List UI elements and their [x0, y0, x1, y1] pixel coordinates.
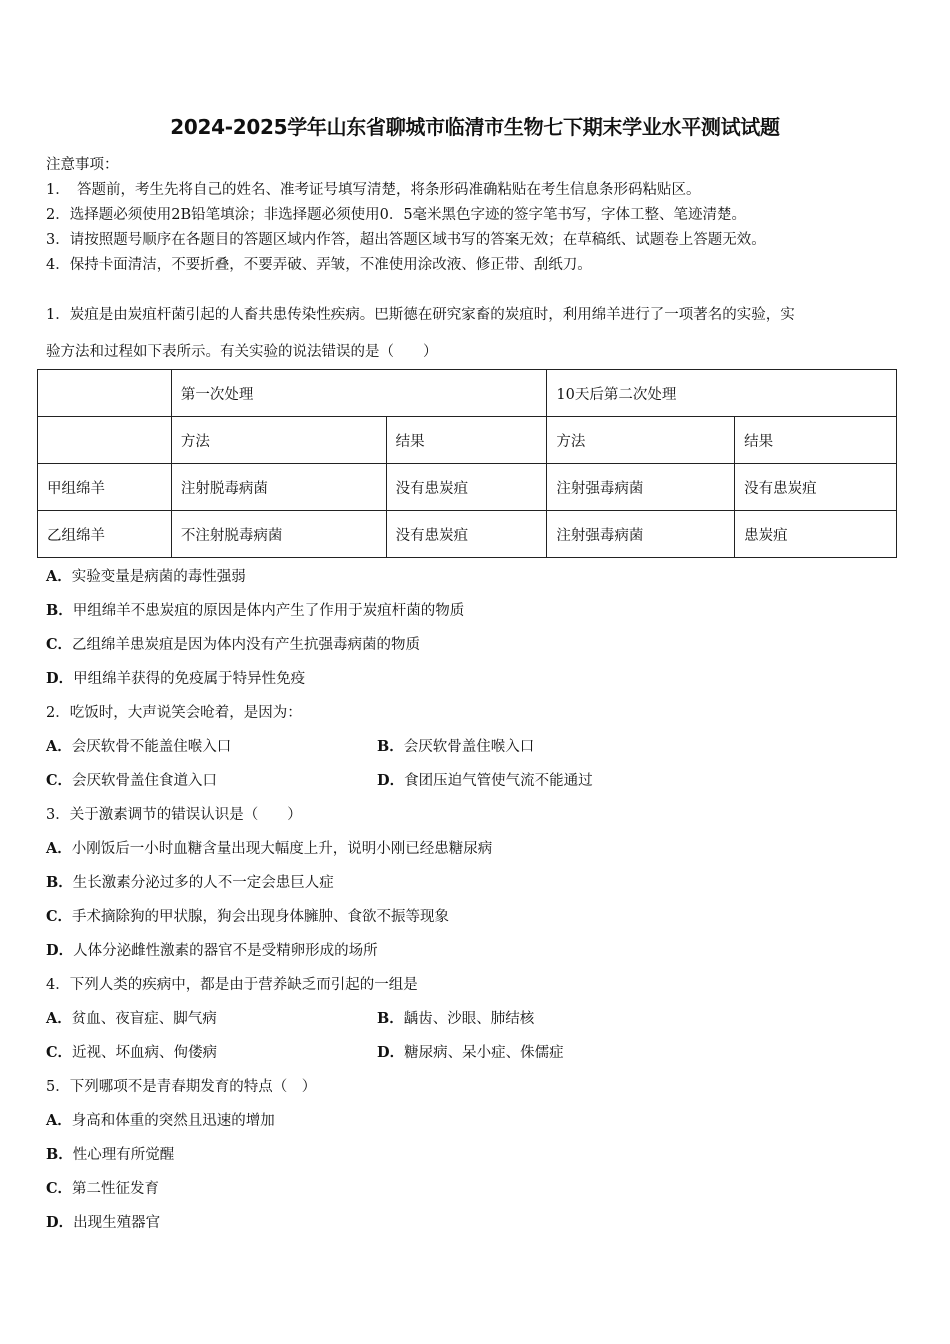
question-2-option-b: B．会厌软骨盖住喉入口 [377, 738, 535, 755]
question-2-option-c: C．会厌软骨盖住食道入口 [46, 772, 218, 789]
question-4-option-a: A．贫血、夜盲症、脚气病 [46, 1010, 217, 1027]
table-header-cell: 结果 [386, 417, 547, 464]
question-4-option-b: B．龋齿、沙眼、肺结核 [377, 1010, 535, 1027]
notice-item: 4．保持卡面清洁，不要折叠，不要弄破、弄皱，不准使用涂改液、修正带、刮纸刀。 [46, 257, 592, 273]
question-1-stem: 1．炭疽是由炭疽杆菌引起的人畜共患传染性疾病。巴斯德在研究家畜的炭疽时，利用绵羊进行了一项著名的实验，实 [46, 307, 795, 323]
question-1-option-d: D．甲组绵羊获得的免疫属于特异性免疫 [46, 670, 306, 687]
question-5-stem: 5．下列哪项不是青春期发育的特点（ ） [46, 1079, 317, 1095]
question-1-stem-cont: 验方法和过程如下表所示。有关实验的说法错误的是（ ） [46, 344, 438, 360]
table-header-cell: 方法 [171, 417, 386, 464]
notice-item: 3．请按照题号顺序在各题目的答题区域内作答，超出答题区域书写的答案无效；在草稿纸、试题卷上答题无效。 [46, 232, 766, 248]
question-3-option-c: C．手术摘除狗的甲状腺，狗会出现身体臃肿、食欲不振等现象 [46, 908, 450, 925]
question-5-option-c: C．第二性征发育 [46, 1180, 160, 1197]
question-3-stem: 3．关于激素调节的错误认识是（ ） [46, 807, 302, 823]
table-cell: 乙组绵羊 [38, 511, 172, 558]
experiment-table [37, 369, 897, 558]
table-row [38, 511, 897, 558]
table-cell: 甲组绵羊 [38, 464, 172, 511]
table-row [38, 464, 897, 511]
question-4-option-d: D．糖尿病、呆小症、侏儒症 [377, 1044, 564, 1061]
table-row [38, 370, 897, 417]
table-header-second-treatment: 10天后第二次处理 [547, 370, 897, 417]
notice-item: 1． 答题前，考生先将自己的姓名、准考证号填写清楚，将条形码准确粘贴在考生信息条形码粘贴区。 [46, 182, 701, 198]
question-4-stem: 4．下列人类的疾病中，都是由于营养缺乏而引起的一组是 [46, 977, 418, 993]
table-header-first-treatment: 第一次处理 [171, 370, 547, 417]
question-3-option-a: A．小刚饭后一小时血糖含量出现大幅度上升，说明小刚已经患糖尿病 [46, 840, 493, 857]
question-5-option-b: B．性心理有所觉醒 [46, 1146, 175, 1163]
table-cell: 注射强毒病菌 [547, 464, 735, 511]
table-cell: 注射脱毒病菌 [171, 464, 386, 511]
table-cell: 没有患炭疽 [386, 464, 547, 511]
question-1-option-a: A．实验变量是病菌的毒性强弱 [46, 568, 246, 585]
question-1-option-b: B．甲组绵羊不患炭疽的原因是体内产生了作用于炭疽杆菌的物质 [46, 602, 465, 619]
question-5-option-d: D．出现生殖器官 [46, 1214, 161, 1231]
page-title: 2024-2025学年山东省聊城市临清市生物七下期末学业水平测试试题 [170, 115, 780, 139]
table-cell: 不注射脱毒病菌 [171, 511, 386, 558]
table-row [38, 417, 897, 464]
notice-heading: 注意事项： [46, 157, 119, 173]
question-4-option-c: C．近视、坏血病、佝偻病 [46, 1044, 218, 1061]
question-2-stem: 2．吃饭时，大声说笑会呛着，是因为： [46, 705, 302, 721]
table-cell: 患炭疽 [735, 511, 897, 558]
question-2-option-a: A．会厌软骨不能盖住喉入口 [46, 738, 232, 755]
question-1-option-c: C．乙组绵羊患炭疽是因为体内没有产生抗强毒病菌的物质 [46, 636, 421, 653]
question-2-option-d: D．食团压迫气管使气流不能通过 [377, 772, 593, 789]
table-header-cell: 结果 [735, 417, 897, 464]
notice-item: 2．选择题必须使用2B铅笔填涂；非选择题必须使用0．5毫米黑色字迹的签字笔书写，字体工整、笔迹清楚。 [46, 207, 747, 223]
table-cell: 没有患炭疽 [735, 464, 897, 511]
question-3-option-b: B．生长激素分泌过多的人不一定会患巨人症 [46, 874, 334, 891]
table-cell [38, 370, 172, 417]
table-cell: 注射强毒病菌 [547, 511, 735, 558]
table-cell [38, 417, 172, 464]
table-header-cell: 方法 [547, 417, 735, 464]
question-3-option-d: D．人体分泌雌性激素的器官不是受精卵形成的场所 [46, 942, 378, 959]
question-5-option-a: A．身高和体重的突然且迅速的增加 [46, 1112, 275, 1129]
table-cell: 没有患炭疽 [386, 511, 547, 558]
